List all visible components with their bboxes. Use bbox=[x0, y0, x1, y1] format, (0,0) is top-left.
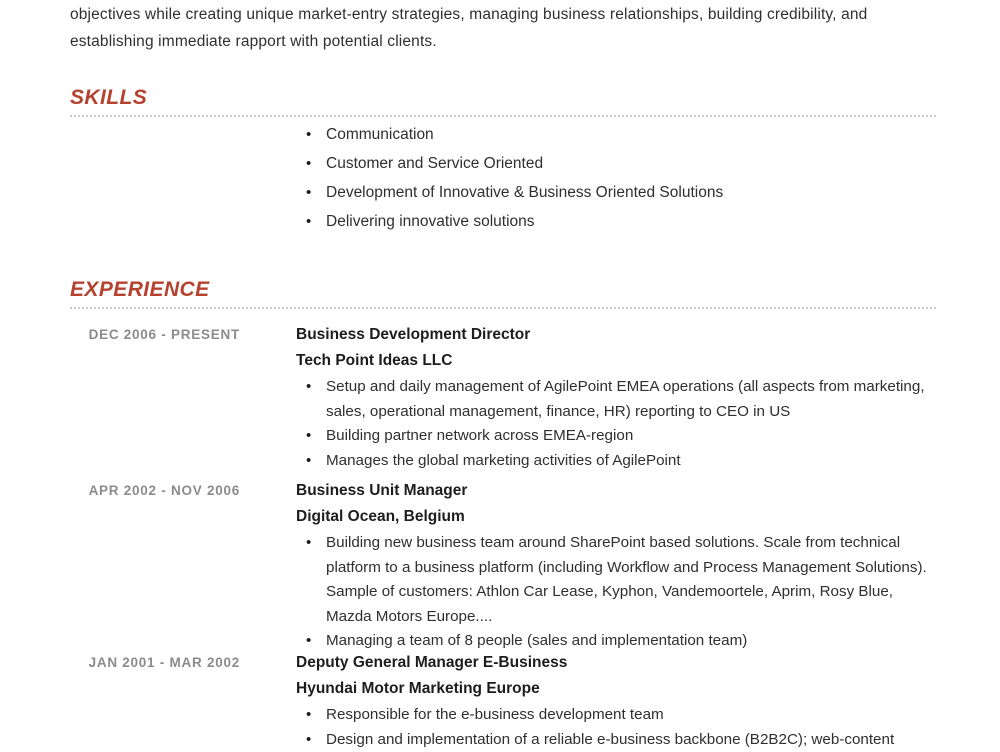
entry-bullet-list bbox=[296, 703, 936, 752]
skills-list bbox=[296, 120, 936, 236]
list-item bbox=[296, 703, 936, 728]
entry-bullet-text: Responsible for the e-business development team bbox=[326, 706, 664, 723]
list-item bbox=[296, 531, 936, 629]
experience-section bbox=[70, 278, 936, 309]
entry-date: APR 2002 - NOV 2006 bbox=[70, 481, 240, 501]
bullet-icon: • bbox=[306, 120, 311, 149]
entry-bullet-list bbox=[296, 375, 936, 473]
skill-label: Development of Innovative & Business Oriented Solutions bbox=[326, 184, 723, 201]
bullet-icon: • bbox=[306, 424, 311, 449]
list-item bbox=[296, 424, 936, 449]
list-item bbox=[296, 149, 936, 178]
bullet-icon: • bbox=[306, 375, 311, 400]
entry-bullet-text: Design and implementation of a reliable e-business backbone (B2B2C); web-content bbox=[326, 731, 894, 748]
list-item bbox=[296, 449, 936, 474]
entry-body bbox=[296, 478, 936, 654]
list-item bbox=[296, 207, 936, 236]
bullet-icon: • bbox=[306, 149, 311, 178]
entry-job-title: Deputy General Manager E-Business bbox=[296, 650, 936, 676]
list-item bbox=[296, 120, 936, 149]
entry-job-title: Business Unit Manager bbox=[296, 478, 936, 504]
bullet-icon: • bbox=[306, 703, 311, 728]
bullet-icon: • bbox=[306, 629, 311, 654]
section-heading-experience: EXPERIENCE bbox=[70, 278, 936, 302]
entry-bullet-text: Manages the global marketing activities of AgilePoint bbox=[326, 452, 681, 469]
entry-company: Hyundai Motor Marketing Europe bbox=[296, 676, 936, 702]
entry-date: JAN 2001 - MAR 2002 bbox=[70, 653, 240, 673]
section-divider bbox=[70, 307, 936, 309]
entry-job-title: Business Development Director bbox=[296, 322, 936, 348]
entry-body bbox=[296, 650, 936, 752]
entry-bullet-list bbox=[296, 531, 936, 654]
bullet-icon: • bbox=[306, 728, 311, 752]
summary-line: objectives while creating unique market-entry strategies, managing business relationships, building credibility, and bbox=[70, 1, 930, 28]
section-divider bbox=[70, 115, 936, 117]
bullet-icon: • bbox=[306, 207, 311, 236]
entry-company: Digital Ocean, Belgium bbox=[296, 504, 936, 530]
list-item bbox=[296, 728, 936, 752]
list-item bbox=[296, 178, 936, 207]
summary-line: establishing immediate rapport with potential clients. bbox=[70, 28, 930, 55]
skill-label: Communication bbox=[326, 126, 434, 143]
entry-bullet-text: Setup and daily management of AgilePoint EMEA operations (all aspects from marketing, sales, operational management, finance, HR) reporting to CEO in US bbox=[326, 378, 925, 420]
entry-company: Tech Point Ideas LLC bbox=[296, 348, 936, 374]
bullet-icon: • bbox=[306, 531, 311, 556]
skill-label: Delivering innovative solutions bbox=[326, 213, 535, 230]
section-heading-skills: SKILLS bbox=[70, 86, 936, 110]
summary-paragraph bbox=[70, 0, 930, 55]
entry-date: DEC 2006 - PRESENT bbox=[70, 325, 240, 345]
list-item bbox=[296, 375, 936, 424]
entry-bullet-text: Managing a team of 8 people (sales and implementation team) bbox=[326, 632, 747, 649]
entry-bullet-text: Building new business team around SharePoint based solutions. Scale from technical platform to a business platform (including Workflow and Process Management Solutions). Sample of customers: Athlon Car Lease, Kyphon, Vandemoortele, Aprim, Rosy Blue, Mazda Motors Europe.... bbox=[326, 534, 927, 625]
entry-bullet-text: Building partner network across EMEA-region bbox=[326, 427, 633, 444]
bullet-icon: • bbox=[306, 178, 311, 207]
skill-label: Customer and Service Oriented bbox=[326, 155, 543, 172]
bullet-icon: • bbox=[306, 449, 311, 474]
entry-body bbox=[296, 322, 936, 473]
skills-section bbox=[70, 86, 936, 117]
